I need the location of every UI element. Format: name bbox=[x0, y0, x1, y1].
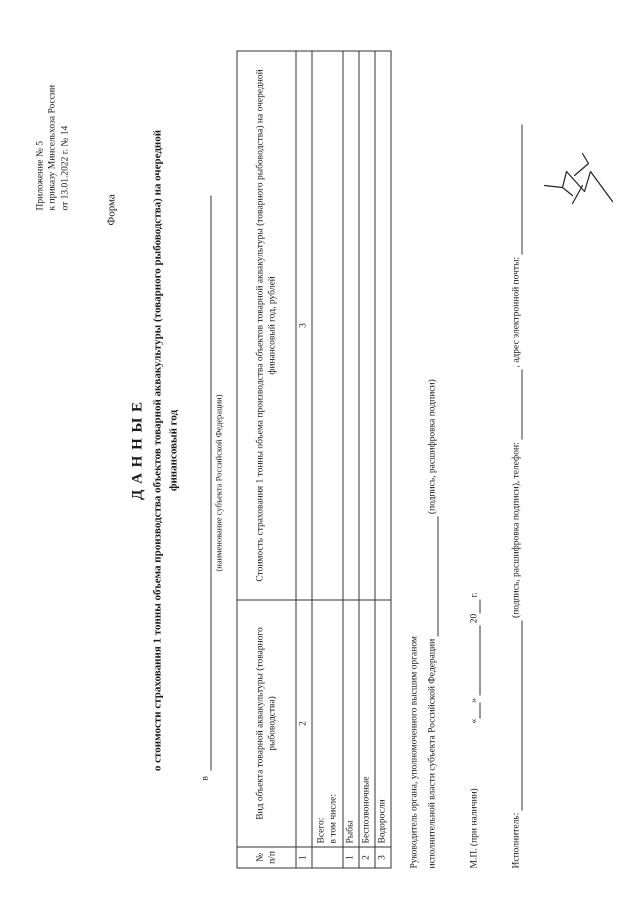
row-num: 3 bbox=[375, 847, 391, 868]
total-label: Всего: bbox=[315, 817, 326, 843]
date-year-prefix: 20 bbox=[469, 613, 479, 623]
region-field bbox=[200, 195, 224, 770]
row-kind: Водоросли bbox=[375, 600, 391, 847]
region-blank-line bbox=[200, 195, 211, 770]
date-month-blank bbox=[469, 625, 480, 695]
row-kind: Рыбы bbox=[343, 600, 359, 847]
row-cost bbox=[359, 51, 375, 600]
row-cost bbox=[375, 51, 391, 600]
date-year-suffix: г. bbox=[469, 591, 479, 597]
index-cell-1: 1 bbox=[296, 847, 312, 868]
executor-label: Исполнитель: bbox=[511, 812, 521, 868]
total-sublabel: в том числе: bbox=[328, 793, 338, 843]
date-year-blank bbox=[469, 599, 480, 613]
appendix-line-1: Приложение № 5 bbox=[35, 140, 45, 210]
row-kind: Беспозвоночные bbox=[359, 600, 375, 847]
title-main: Д А Н Н Ы Е bbox=[129, 400, 145, 500]
document-title bbox=[128, 35, 180, 865]
row-num: 2 bbox=[359, 847, 375, 868]
title-line-2: финансовый год bbox=[166, 409, 179, 491]
date-open-quote: « bbox=[469, 718, 479, 724]
appendix-line-3: от 13.01.2022 г. № 14 bbox=[59, 125, 70, 210]
head-line-2-row bbox=[426, 379, 438, 868]
header-kind: Вид объекта товарной аквакультуры (товарного рыбоводства) bbox=[237, 600, 296, 847]
date-row bbox=[468, 592, 480, 868]
head-line-1: Руководитель органа, уполномоченного высшим органом bbox=[409, 635, 419, 868]
table-total-row bbox=[312, 51, 343, 868]
region-prefix: в bbox=[200, 775, 210, 780]
total-value bbox=[312, 51, 343, 600]
total-label-cell bbox=[312, 600, 343, 847]
data-table bbox=[236, 50, 391, 868]
region-caption: (наименование субъекта Российской Федерации) bbox=[213, 393, 223, 572]
head-caption: (подпись, расшифровка подписи) bbox=[427, 378, 437, 514]
table-header-row bbox=[237, 51, 296, 868]
table-row bbox=[343, 51, 359, 868]
executor-caption: (подпись, расшифровка подписи), телефон: bbox=[511, 441, 521, 618]
index-cell-2: 2 bbox=[296, 600, 312, 847]
stamp-label: М.П. (при наличии) bbox=[469, 787, 479, 868]
table-row bbox=[375, 51, 391, 868]
table-row bbox=[359, 51, 375, 868]
title-line-1: о стоимости страхования 1 тонны объема производства объектов товарной аквакультуры (товарного рыбоводства) на очередной bbox=[150, 129, 163, 771]
head-line-2: исполнительной власти субъекта Российской Федерации bbox=[427, 638, 437, 868]
date-day-blank bbox=[469, 702, 480, 718]
head-signature-line bbox=[427, 516, 438, 636]
email-blank bbox=[511, 124, 522, 254]
appendix-line-2: к приказу Минсельхоза России bbox=[47, 84, 58, 210]
executor-signature-line bbox=[511, 620, 522, 810]
index-cell-3: 3 bbox=[296, 51, 312, 600]
header-num: № п/п bbox=[237, 847, 296, 868]
table-index-row bbox=[296, 51, 312, 868]
date-close-quote: » bbox=[469, 697, 479, 703]
email-label: , адрес электронной почты: bbox=[511, 256, 521, 368]
executor-row bbox=[510, 124, 522, 868]
total-num bbox=[312, 847, 343, 868]
phone-blank bbox=[511, 369, 522, 439]
row-num: 1 bbox=[343, 847, 359, 868]
form-label: Форма bbox=[105, 193, 117, 225]
handwritten-signature bbox=[538, 145, 618, 215]
appendix-block bbox=[34, 10, 71, 210]
header-cost: Стоимость страхования 1 тонны объема производства объектов товарной аквакультуры (товарного рыбоводства) на очередной финансовый год, рублей bbox=[237, 51, 296, 600]
row-cost bbox=[343, 51, 359, 600]
